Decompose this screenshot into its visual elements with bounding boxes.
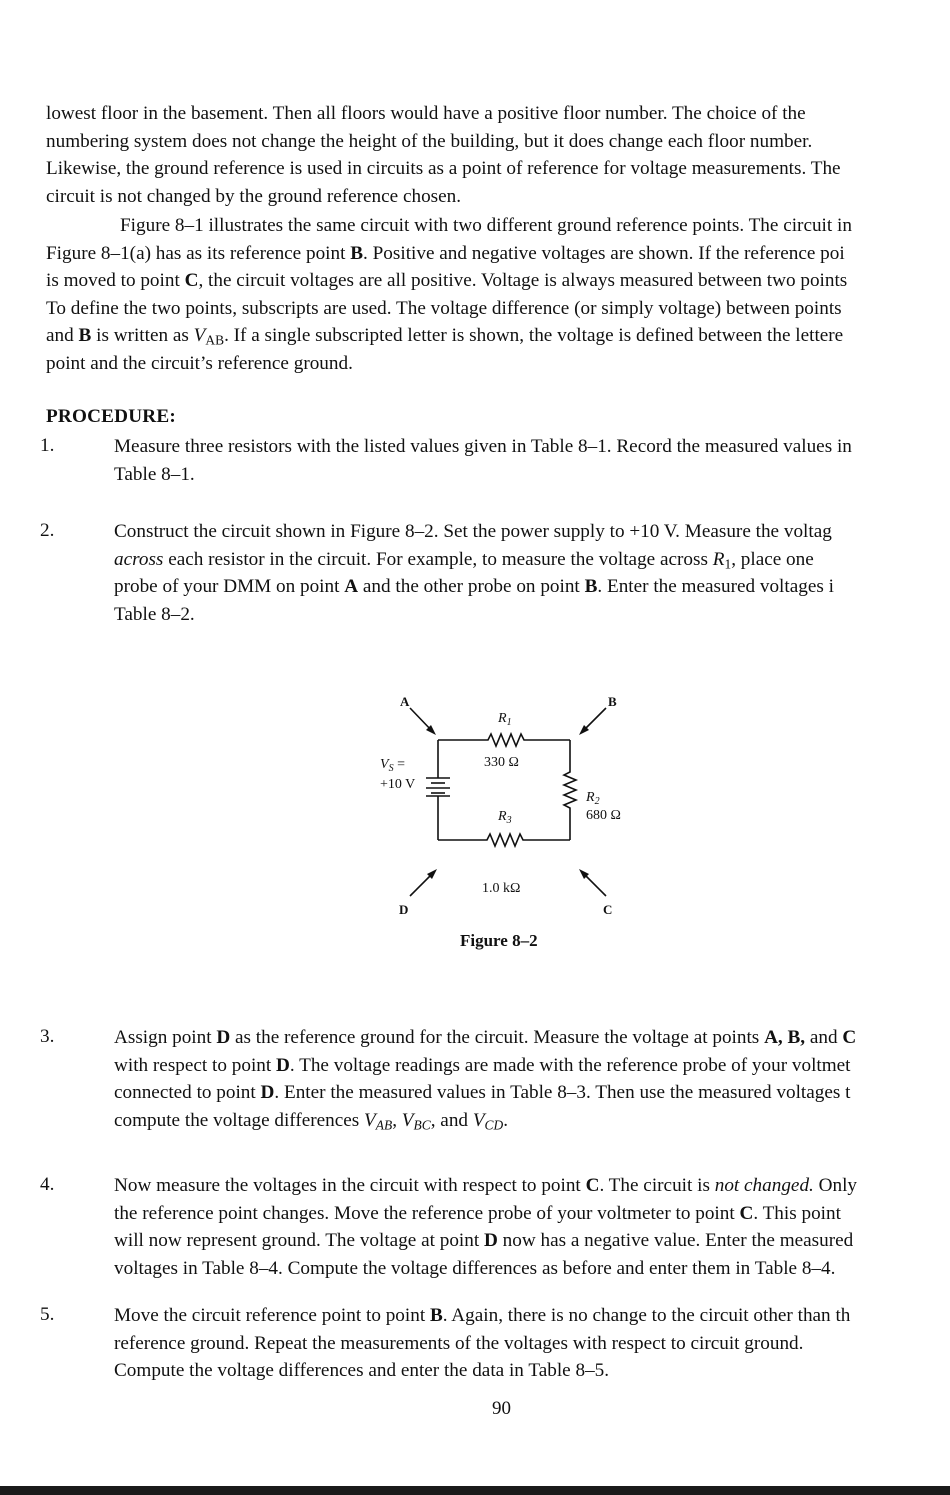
point-c-label: C xyxy=(603,902,613,917)
wire-top xyxy=(438,734,570,746)
point-b-label: B xyxy=(608,694,617,709)
circuit-diagram xyxy=(360,660,660,980)
vs-label: $V_S$ = xyxy=(380,757,405,774)
step-number: 3. xyxy=(40,1026,55,1047)
intro-line: numbering system does not change the height of the building, but it does change each floor number. xyxy=(46,130,813,152)
figure-explanation-paragraph xyxy=(46,212,950,377)
step-2-text: Construct the circuit shown in Figure 8–2. Set the power supply to +10 V. Measure the voltag across each resistor in the circuit. For example, to measure the voltage across $R_1$, place one probe of your DMM on point A and the other probe on point B. Enter the measured voltages i Table 8–2. xyxy=(114,521,834,625)
r3-label: $R_3$ xyxy=(498,809,512,826)
procedure-heading: PROCEDURE: xyxy=(46,406,176,427)
point-a-label: A xyxy=(400,694,410,709)
figure-caption: Figure 8–2 xyxy=(460,931,538,950)
r2-label: $R_2$ xyxy=(586,790,600,807)
step-1-text: Measure three resistors with the listed values given in Table 8–1. Record the measured values in Table 8–1. xyxy=(114,436,852,485)
paragraph-line: Figure 8–1 illustrates the same circuit with two different ground reference points. The circuit in xyxy=(120,215,852,236)
step-number: 2. xyxy=(40,520,55,541)
intro-line: lowest floor in the basement. Then all floors would have a positive floor number. The choice of the xyxy=(46,103,806,124)
paragraph-line: Figure 8–1(a) has as its reference point B. Positive and negative voltages are shown. If the reference poi xyxy=(46,242,845,264)
vs-value: +10 V xyxy=(380,777,416,792)
r2-value: 680 Ω xyxy=(586,808,621,823)
step-4-text: Now measure the voltages in the circuit with respect to point C. The circuit is not changed. Only the reference point changes. Move the reference probe of your voltmeter to point C. This point will now represent ground. The voltage at point D now has a negative value. Enter the measured voltages in Table 8–4. Compute the voltage differences as before and enter them in Table 8–4. xyxy=(114,1175,858,1279)
wire-bottom xyxy=(438,834,570,846)
wire-right xyxy=(564,740,576,840)
r1-value: 330 Ω xyxy=(484,755,519,770)
paragraph-line: point and the circuit’s reference ground. xyxy=(46,352,353,374)
intro-line: Likewise, the ground reference is used in circuits as a point of reference for voltage measurements. The xyxy=(46,158,841,179)
step-number: 5. xyxy=(40,1304,55,1325)
paragraph-line: To define the two points, subscripts are used. The voltage difference (or simply voltage) between points xyxy=(46,297,842,319)
step-number: 4. xyxy=(40,1174,55,1195)
step-5-text: Move the circuit reference point to point B. Again, there is no change to the circuit other than th reference ground. Repeat the measurements of the voltages with respect to circuit ground. Compute the voltage differences and enter the data in Table 8–5. xyxy=(114,1305,851,1381)
step-number: 1. xyxy=(40,435,55,456)
page-number: 90 xyxy=(492,1398,511,1419)
paragraph-line: and B is written as $V_{AB}$. If a single subscripted letter is shown, the voltage is defined between the lettere xyxy=(46,325,844,348)
r1-label: $R_1$ xyxy=(498,711,512,728)
circuit-figure xyxy=(360,660,660,980)
step-3-text: Assign point D as the reference ground for the circuit. Measure the voltage at points A, B, and C with respect to point D. The voltage readings are made with the reference probe of your voltmet connected to point D. Enter the measured values in Table 8–3. Then use the measured voltages t compute the voltage differences $V_{AB}$, $V_{BC}$, and $V_{CD}$. xyxy=(114,1027,857,1132)
r3-value: 1.0 kΩ xyxy=(482,881,521,896)
paragraph-line: is moved to point C, the circuit voltages are all positive. Voltage is always measured between two points xyxy=(46,270,848,291)
intro-paragraph xyxy=(46,100,950,210)
point-d-label: D xyxy=(399,902,409,917)
bottom-border xyxy=(0,1486,950,1495)
intro-line: circuit is not changed by the ground reference chosen. xyxy=(46,185,462,207)
